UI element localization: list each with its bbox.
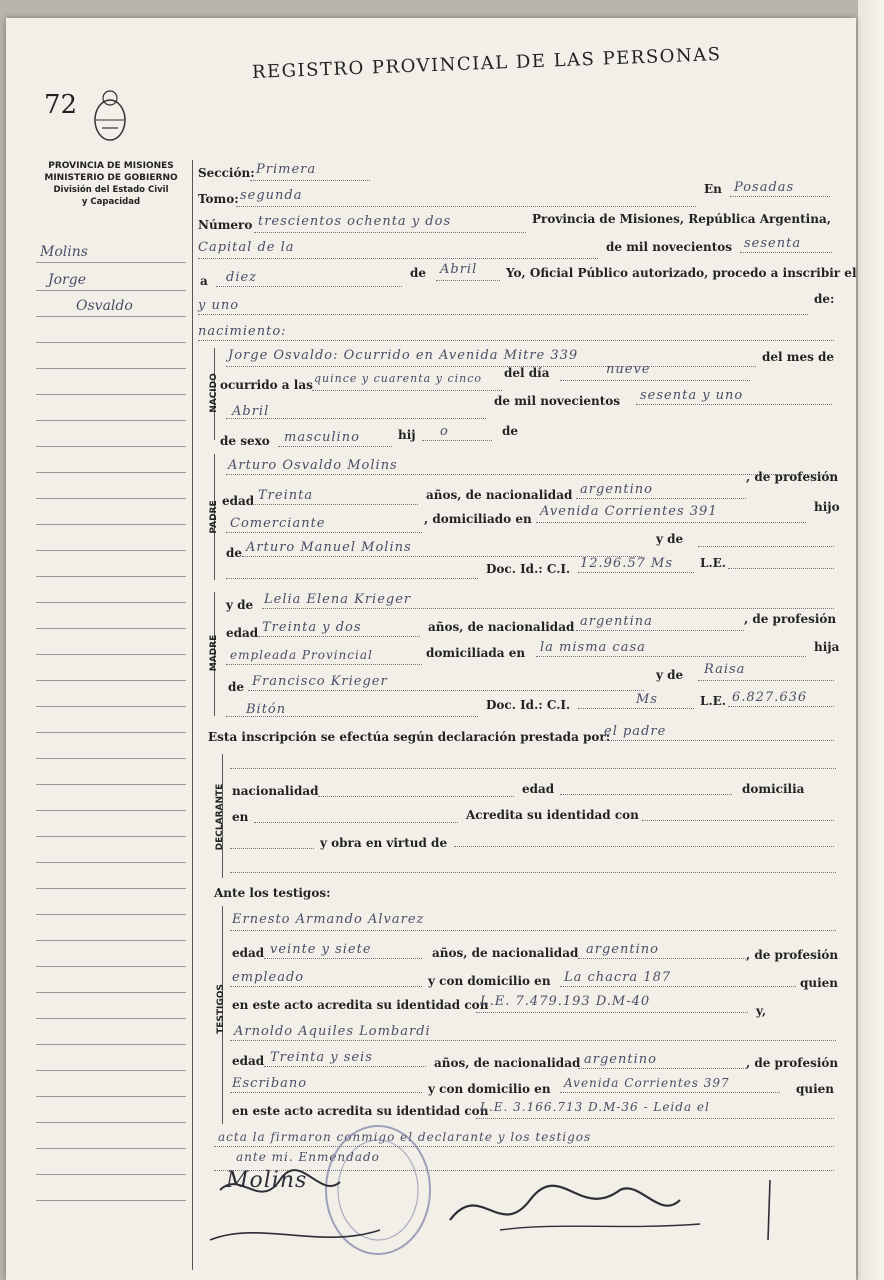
del-mes-label: del mes de xyxy=(762,350,835,364)
madre-doc-label: Doc. Id.: C.I. xyxy=(486,698,571,712)
en-city-value: Posadas xyxy=(734,180,795,195)
division-name: División del Estado Civil xyxy=(53,185,169,195)
t1-nombre: Ernesto Armando Alvarez xyxy=(232,912,425,927)
margin-name-1: Jorge xyxy=(48,272,86,288)
t1-edad: veinte y siete xyxy=(270,942,372,957)
madre-le: 6.827.636 xyxy=(732,690,808,705)
numero-value: trescientos ochenta y dos xyxy=(258,214,452,229)
padre-domicilio: Avenida Corrientes 391 xyxy=(540,504,718,519)
padre-edad: Treinta xyxy=(258,488,314,503)
tomo-value: segunda xyxy=(240,188,303,203)
declaracion-value: el padre xyxy=(604,724,667,739)
t2-prof: Escribano xyxy=(232,1076,308,1091)
t2-edad: Treinta y seis xyxy=(270,1050,373,1065)
padre-nac-label: años, de nacionalidad xyxy=(426,488,573,502)
closing-line-1: acta la firmaron conmigo el declarante y los testigos xyxy=(218,1130,592,1144)
madre-nombre: Lelia Elena Krieger xyxy=(264,592,412,607)
t1-nac: argentino xyxy=(586,942,659,957)
a-value: diez xyxy=(226,270,258,285)
t1-nac-label: años, de nacionalidad xyxy=(432,946,579,960)
madre-de-label: de xyxy=(228,680,245,694)
declarante-acredita-label: Acredita su identidad con xyxy=(466,808,639,822)
madre-nac-label: años, de nacionalidad xyxy=(428,620,575,634)
nacido-name-line: Jorge Osvaldo: Ocurrido en Avenida Mitre 339 xyxy=(228,348,579,363)
padre-nombre: Arturo Osvaldo Molins xyxy=(228,458,398,473)
sexo-label: de sexo xyxy=(220,434,270,448)
madre-madre-de-2: Bitón xyxy=(246,702,287,717)
ministry-name: MINISTERIO DE GOBIERNO xyxy=(44,173,178,183)
hora-value: quince y cuarenta y cinco xyxy=(314,372,482,385)
padre-domicilio-label: , domiciliado en xyxy=(424,512,532,526)
mil-value: sesenta xyxy=(744,236,802,251)
sexo-value: masculino xyxy=(284,430,360,445)
madre-le-label: L.E. xyxy=(700,694,726,708)
madre-profesion: empleada Provincial xyxy=(230,648,373,662)
madre-edad-label: edad xyxy=(226,626,259,640)
nacimiento-value: nacimiento: xyxy=(198,324,287,339)
division-name-2: y Capacidad xyxy=(81,197,141,207)
registry-title: REGISTRO PROVINCIAL DE LAS PERSONAS xyxy=(251,43,722,83)
tomo-label: Tomo: xyxy=(198,192,239,206)
mil-label: de mil novecientos xyxy=(606,240,733,254)
declarante-nac-label: nacionalidad xyxy=(232,784,319,798)
declarante-edad-label: edad xyxy=(522,782,555,796)
madre-domicilio-label: domiciliada en xyxy=(426,646,526,660)
signatures-scribble xyxy=(200,1160,840,1260)
province-name: PROVINCIA DE MISIONES xyxy=(48,161,174,171)
padre-section-label: PADRE xyxy=(209,500,219,534)
de-label: de xyxy=(410,266,427,280)
declarante-section-label: DECLARANTE xyxy=(215,783,225,851)
t2-dom-label: y con domicilio en xyxy=(428,1082,551,1096)
padre-le-label: L.E. xyxy=(700,556,726,570)
closing-line-2: ante mi. Enmendado xyxy=(236,1150,380,1164)
en-label: En xyxy=(704,182,722,196)
padre-doc-label: Doc. Id.: C.I. xyxy=(486,562,571,576)
t2-prof-label: , de profesión xyxy=(746,1056,839,1070)
declarante-obra-label: y obra en virtud de xyxy=(320,836,448,850)
t2-acredita-label: en este acto acredita su identidad con xyxy=(232,1104,489,1118)
madre-padre-de: Francisco Krieger xyxy=(252,674,388,689)
padre-padre-de: Arturo Manuel Molins xyxy=(246,540,412,555)
margin-surname: Molins xyxy=(40,244,88,260)
seccion-label: Sección: xyxy=(198,166,255,180)
mes-value: Abril xyxy=(440,262,478,277)
madre-yde2-label: y de xyxy=(656,668,684,682)
madre-nacionalidad: argentina xyxy=(580,614,653,629)
t1-dom: La chacra 187 xyxy=(564,970,672,985)
t1-prof-label: , de profesión xyxy=(746,948,839,962)
testigos-section-label: TESTIGOS xyxy=(216,984,226,1034)
margin-name-2: Osvaldo xyxy=(76,298,133,314)
padre-doc: 12.96.57 Ms xyxy=(580,556,674,571)
madre-yde-label: y de xyxy=(226,598,254,612)
madre-section-label: MADRE xyxy=(209,634,219,672)
madre-domicilio: la misma casa xyxy=(540,640,646,655)
padre-profesion-label: , de profesión xyxy=(746,470,839,484)
t2-nombre: Arnoldo Aquiles Lombardi xyxy=(234,1024,431,1039)
madre-hija-label: hija xyxy=(814,640,840,654)
t1-dom-label: y con domicilio en xyxy=(428,974,551,988)
anio-value: sesenta y uno xyxy=(640,388,744,403)
hij-label: hij xyxy=(398,428,416,442)
capital-value: Capital de la xyxy=(198,240,295,255)
madre-profesion-label: , de profesión xyxy=(744,612,837,626)
page-number: 72 xyxy=(44,90,78,120)
next-page-edge xyxy=(858,0,884,1280)
madre-edad: Treinta y dos xyxy=(262,620,362,635)
padre-hijo-label: hijo xyxy=(814,500,840,514)
signature-declarante: Molins xyxy=(226,1168,308,1193)
oficial-label: Yo, Oficial Público autorizado, procedo a inscribir el xyxy=(506,266,857,280)
declaracion-label: Esta inscripción se efectúa según declaración prestada por: xyxy=(208,730,611,744)
t1-acredita-label: en este acto acredita su identidad con xyxy=(232,998,489,1012)
margin-divider xyxy=(192,160,193,1270)
province-block xyxy=(36,160,186,208)
padre-de-label: de xyxy=(226,546,243,560)
nacido-section-label: NACIDO xyxy=(209,373,219,413)
de-colon-label: de: xyxy=(814,292,835,306)
nacido-mil-label: de mil novecientos xyxy=(494,394,621,408)
t2-nac-label: años, de nacionalidad xyxy=(434,1056,581,1070)
t1-prof: empleado xyxy=(232,970,305,985)
padre-profesion: Comerciante xyxy=(230,516,326,531)
t1-edad-label: edad xyxy=(232,946,265,960)
t2-quien-label: quien xyxy=(796,1082,835,1096)
coat-of-arms-icon xyxy=(88,86,132,146)
padre-nacionalidad: argentino xyxy=(580,482,653,497)
inscribir-value: y uno xyxy=(198,298,240,313)
declarante-dom-label: domicilia xyxy=(742,782,805,796)
mes-nacido-value: Abril xyxy=(232,404,270,419)
t2-dom: Avenida Corrientes 397 xyxy=(564,1076,730,1090)
seccion-value: Primera xyxy=(256,162,317,177)
t1-y-label: y, xyxy=(756,1004,767,1018)
hij-value: o xyxy=(440,424,449,439)
t2-doc: L.E. 3.166.713 D.M-36 - Leida el xyxy=(480,1100,710,1114)
madre-doc: Ms xyxy=(636,692,658,707)
nacido-de-label: de xyxy=(502,424,519,438)
t2-nac: argentino xyxy=(584,1052,657,1067)
ocurrido-label: ocurrido a las xyxy=(220,378,313,392)
t2-edad-label: edad xyxy=(232,1054,265,1068)
t1-quien-label: quien xyxy=(800,976,839,990)
padre-yde-label: y de xyxy=(656,532,684,546)
padre-edad-label: edad xyxy=(222,494,255,508)
declarante-en-label: en xyxy=(232,810,249,824)
numero-label: Número xyxy=(198,218,253,232)
madre-madre-de: Raisa xyxy=(704,662,746,677)
testigos-ante-label: Ante los testigos: xyxy=(214,886,331,900)
provincia-label: Provincia de Misiones, República Argentina, xyxy=(532,212,831,226)
dia-value: nueve xyxy=(606,362,651,377)
a-label: a xyxy=(200,274,208,288)
t1-doc: L.E. 7.479.193 D.M-40 xyxy=(480,994,651,1009)
del-dia-label: del día xyxy=(504,366,550,380)
